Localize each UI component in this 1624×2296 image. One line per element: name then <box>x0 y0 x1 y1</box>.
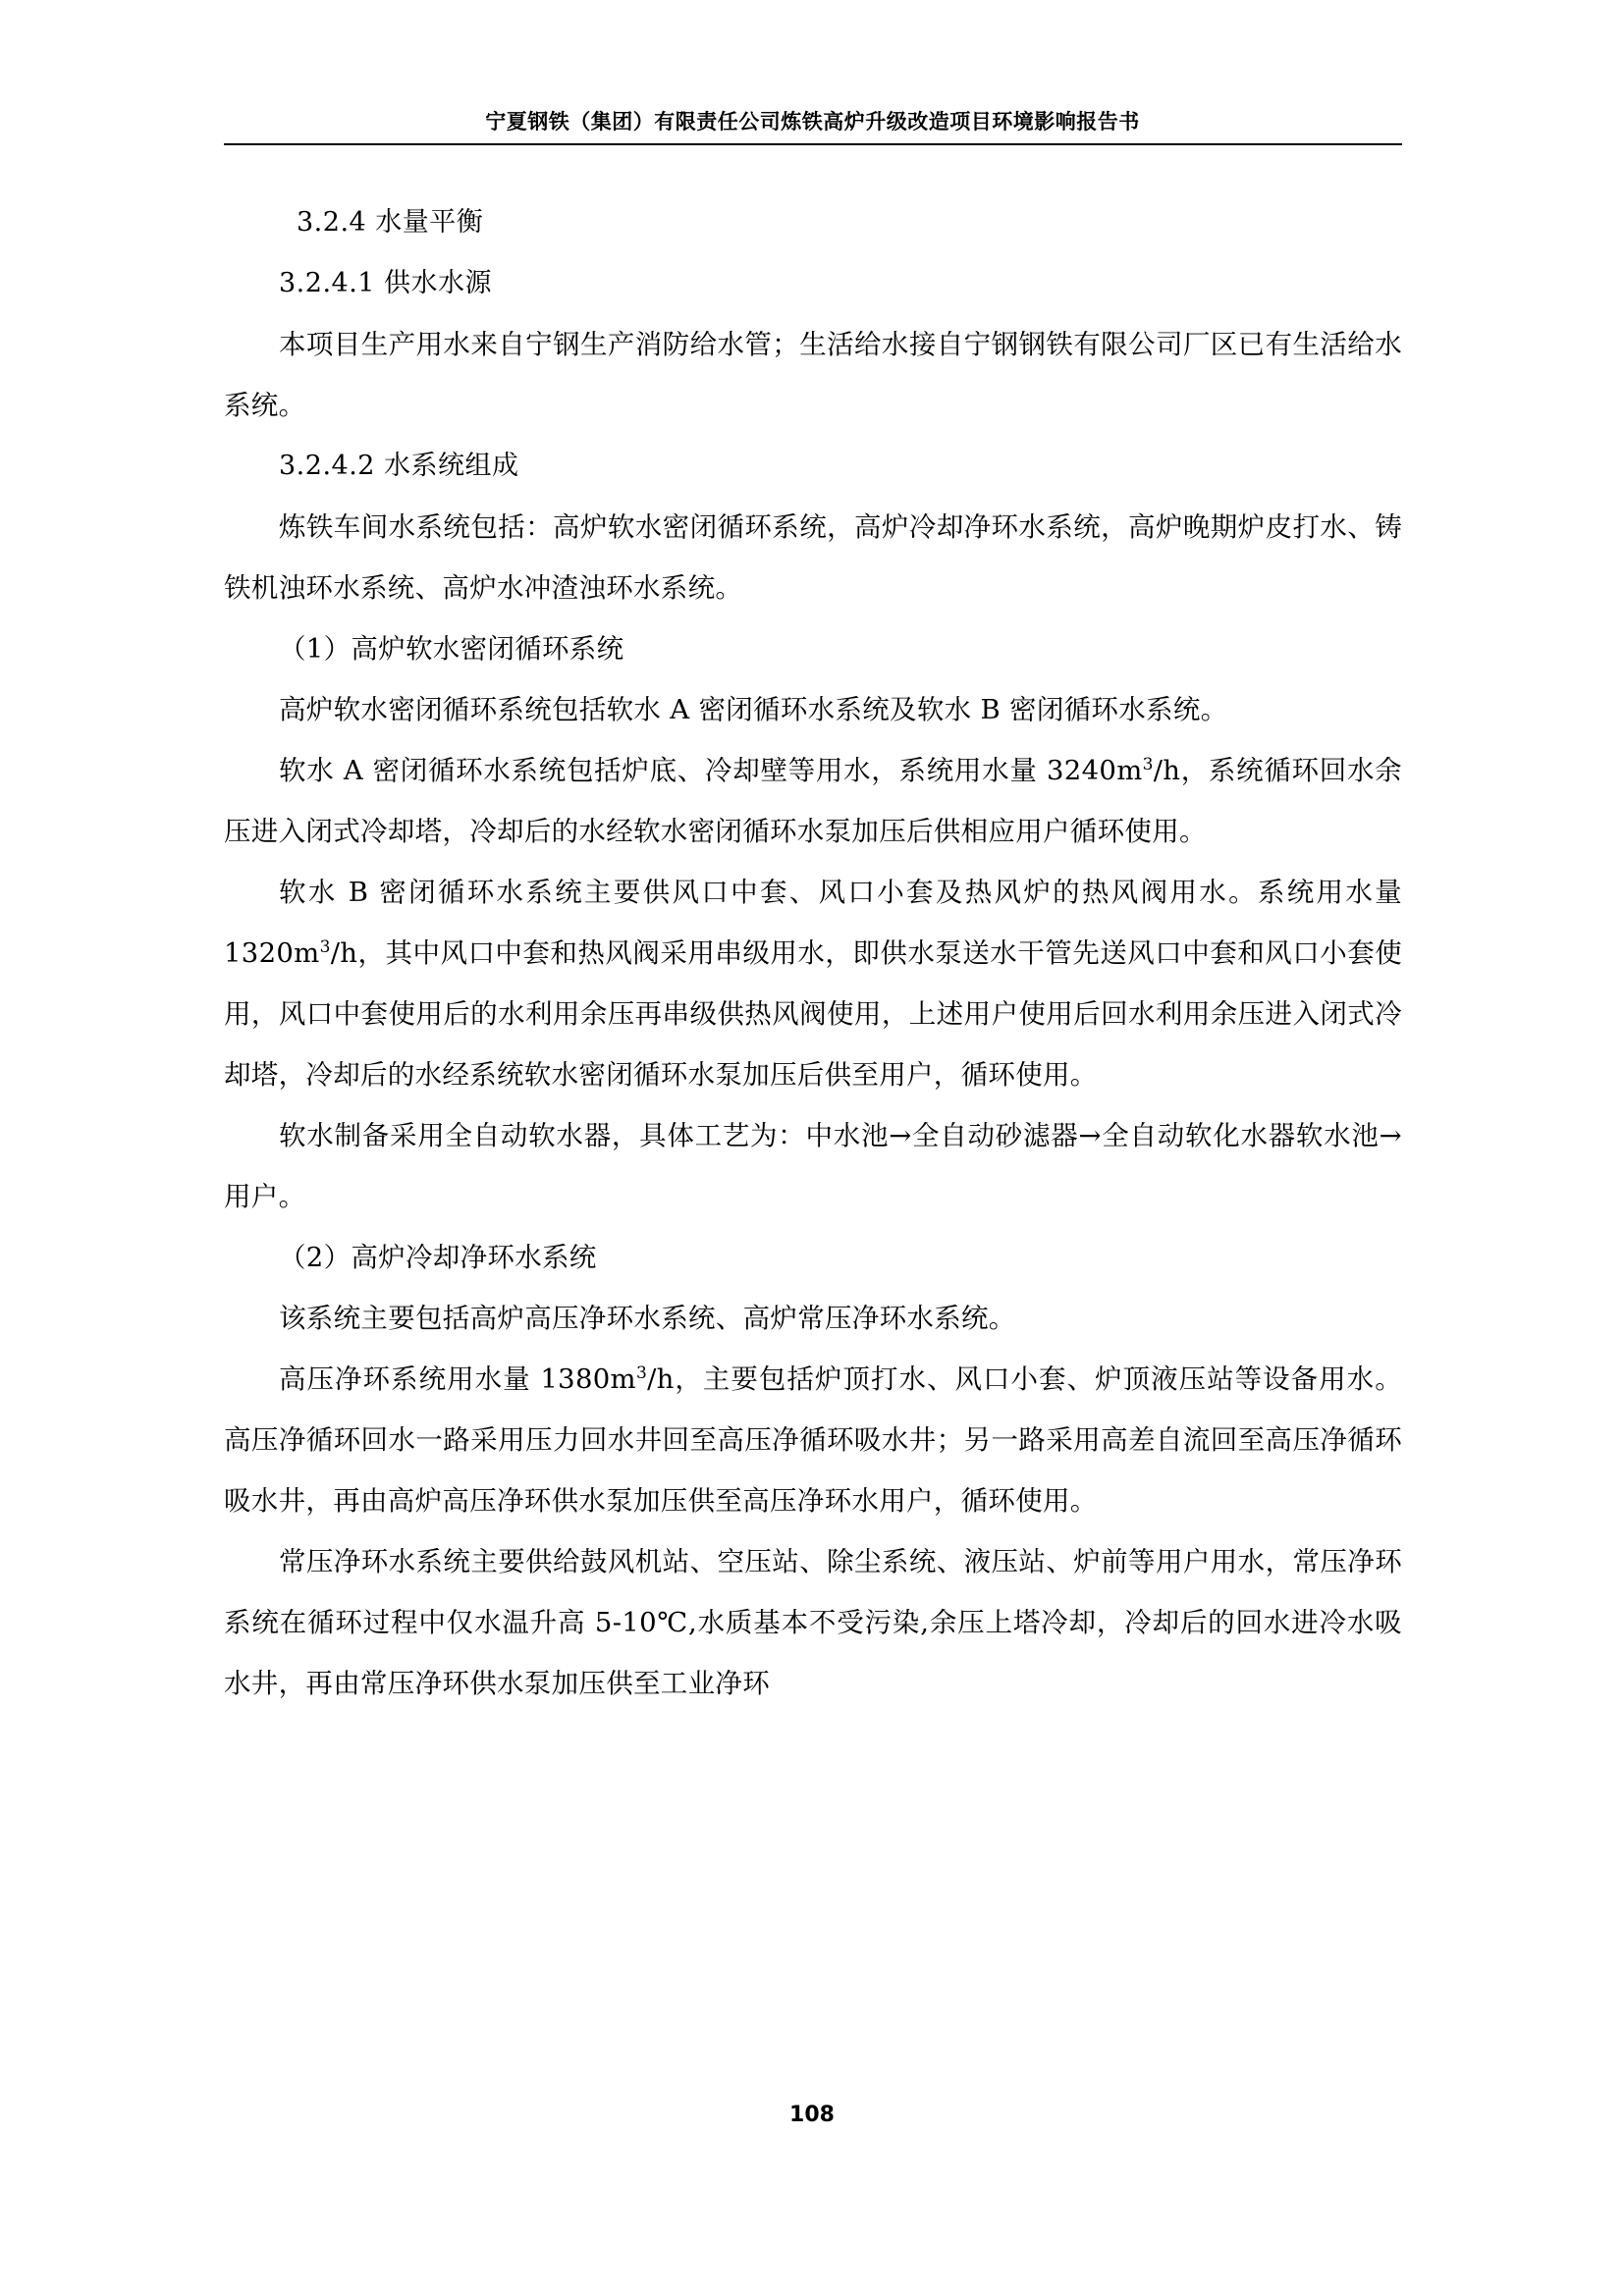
paragraph-item-2-title: （2）高炉冷却净环水系统 <box>279 1242 597 1273</box>
paragraph-soft-water-b <box>224 862 1402 1105</box>
paragraph-high-pressure-clean-water <box>224 1349 1402 1531</box>
text-after-sup: /h，系统循环回水余压进入闭式冷却塔，冷却后的水经软水密闭循环水泵加压后供相应用户循环使用。 <box>224 755 1402 847</box>
paragraph-normal-pressure-clean-water: 常压净环水系统主要供给鼓风机站、空压站、除尘系统、液压站、炉前等用户用水，常压净环系统在循环过程中仅水温升高 5-10℃,水质基本不受污染,余压上塔冷却，冷却后的回水进冷水吸水井，再由常压净环供水泵加压供至工业净环 <box>224 1546 1402 1699</box>
page-header-title: 宁夏钢铁（集团）有限责任公司炼铁高炉升级改造项目环境影响报告书 <box>485 110 1140 133</box>
paragraph-soft-water-preparation: 软水制备采用全自动软水器，具体工艺为：中水池→全自动砂滤器→全自动软化水器软水池→用户。 <box>224 1120 1402 1212</box>
section-heading-3-2-4-2: 3.2.4.2 水系统组成 <box>279 451 519 481</box>
paragraph-item-1-title: （1）高炉软水密闭循环系统 <box>279 633 624 665</box>
paragraph-soft-water-a <box>224 740 1402 862</box>
text-before-sup: 软水 B 密闭循环水系统主要供风口中套、风口小套及热风炉的热风阀用水。系统用水量 1320m <box>224 877 1402 969</box>
paragraph-system-composition: 炼铁车间水系统包括：高炉软水密闭循环系统，高炉冷却净环水系统，高炉晚期炉皮打水、铸铁机浊环水系统、高炉水冲渣浊环水系统。 <box>224 511 1402 604</box>
page-content <box>224 192 1402 1714</box>
text-before-sup: 高压净环系统用水量 1380m <box>279 1363 636 1395</box>
paragraph-soft-water-ab: 高炉软水密闭循环系统包括软水 A 密闭循环水系统及软水 B 密闭循环水系统。 <box>279 694 1228 725</box>
paragraph-clean-water-systems: 该系统主要包括高炉高压净环水系统、高炉常压净环水系统。 <box>279 1303 1016 1334</box>
page-number: 108 <box>789 2103 835 2127</box>
header-divider <box>224 143 1402 145</box>
section-heading-3-2-4-1: 3.2.4.1 供水水源 <box>279 268 493 298</box>
superscript-cubic: 3 <box>635 1362 648 1383</box>
text-before-sup: 软水 A 密闭循环水系统包括炉底、冷却壁等用水，系统用水量 3240m <box>279 755 1143 786</box>
text-after-sup: /h，其中风口中套和热风阀采用串级用水，即供水泵送水干管先送风口中套和风口小套使用，风口中套使用后的水利用余压再串级供热风阀使用，上述用户使用后回水利用余压进入闭式冷却塔，冷却后的水经系统软水密闭循环水泵加压后供至用户，循环使用。 <box>224 937 1402 1091</box>
section-heading-3-2-4: 3.2.4 水量平衡 <box>297 207 484 238</box>
paragraph-water-source: 本项目生产用水来自宁钢生产消防给水管；生活给水接自宁钢钢铁有限公司厂区已有生活给水系统。 <box>224 329 1402 421</box>
text-after-sup: /h，主要包括炉顶打水、风口小套、炉顶液压站等设备用水。高压净循环回水一路采用压力回水井回至高压净循环吸水井；另一路采用高差自流回至高压净循环吸水井，再由高炉高压净环供水泵加压供至高压净环水用户，循环使用。 <box>224 1363 1402 1517</box>
superscript-cubic: 3 <box>1142 754 1154 774</box>
superscript-cubic: 3 <box>319 936 331 957</box>
